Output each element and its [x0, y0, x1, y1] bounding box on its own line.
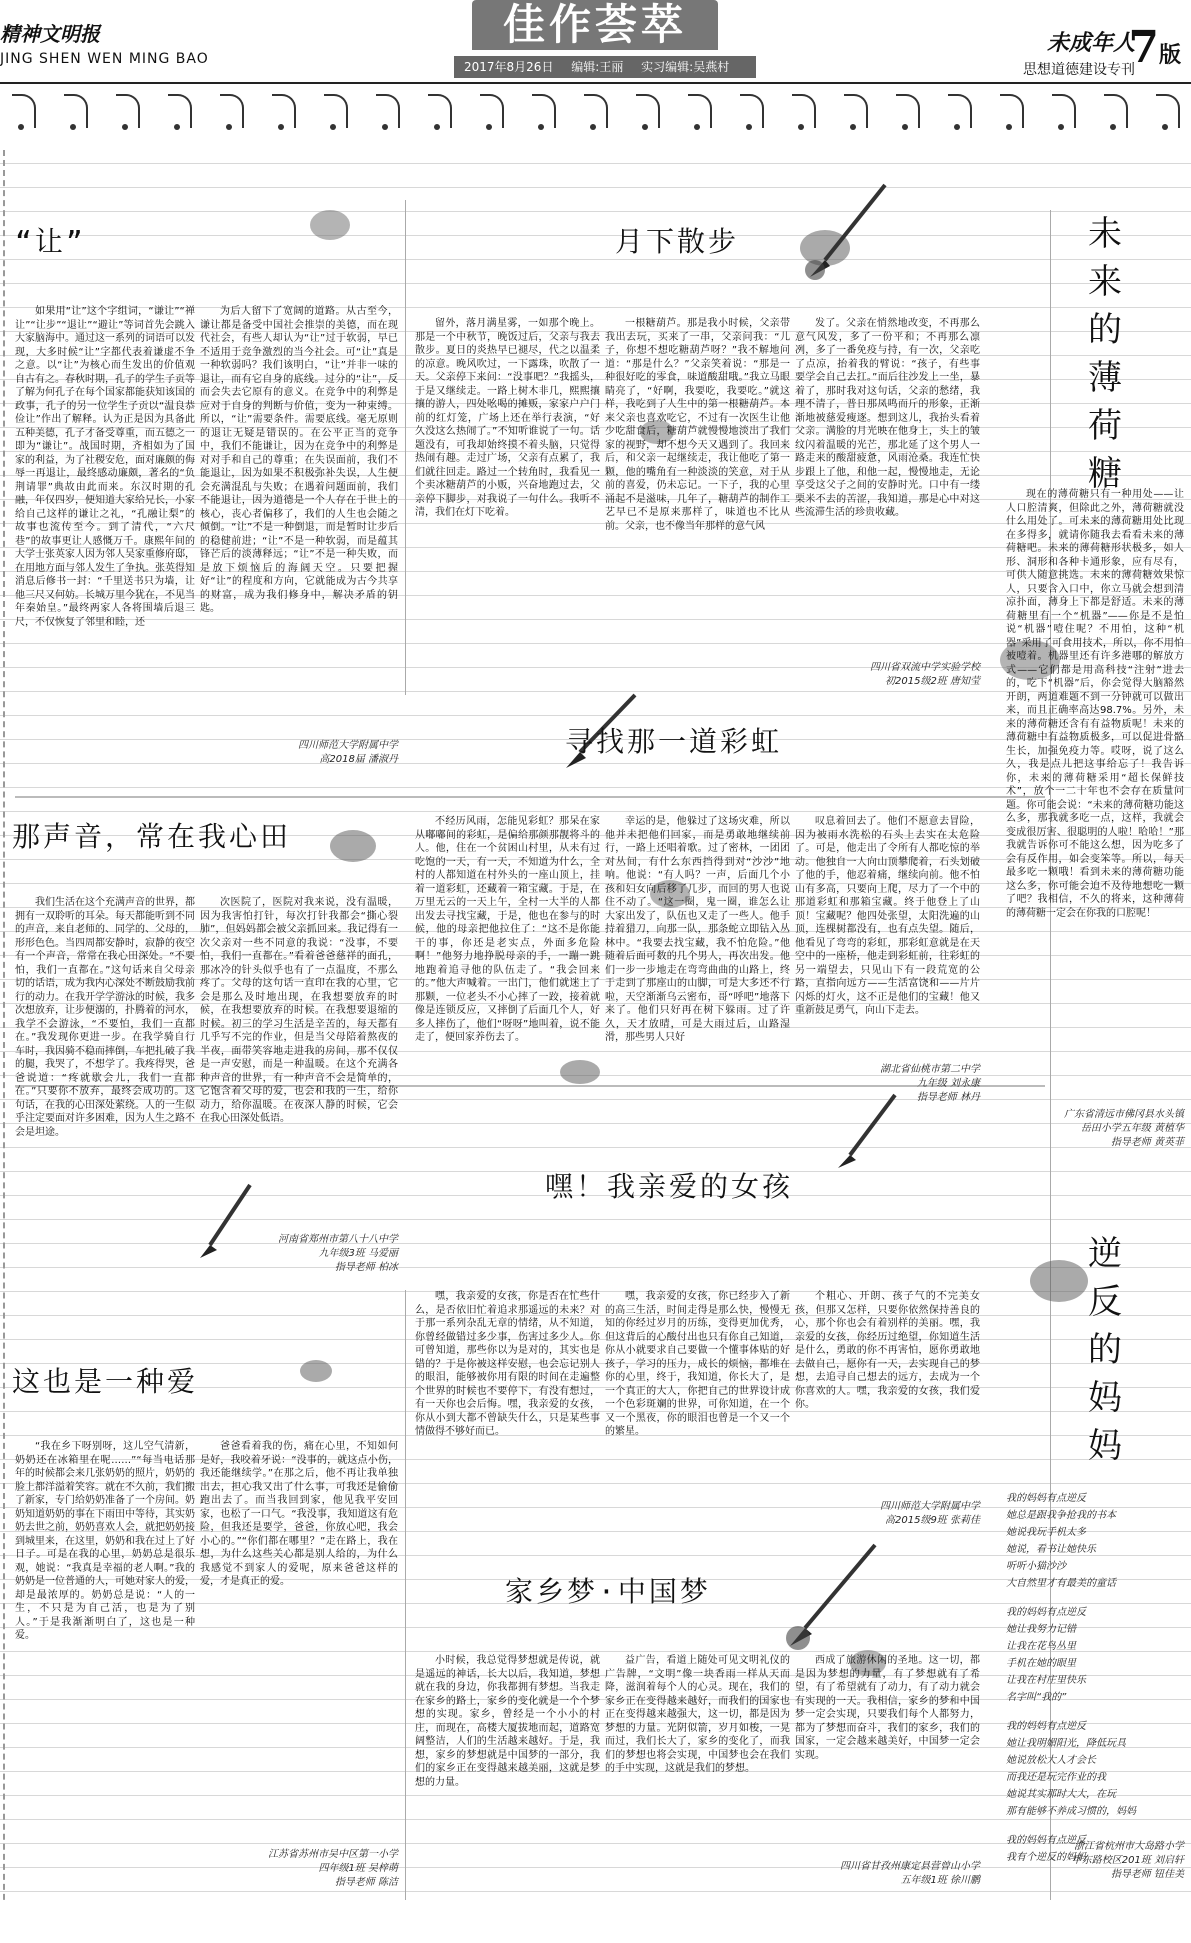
column-divider	[405, 200, 406, 695]
page-number-suffix: 版	[1158, 42, 1181, 68]
supplement-title: 未成年人	[1046, 30, 1135, 56]
binding-ring-icon	[740, 94, 764, 128]
article-title: “让”	[15, 225, 86, 258]
binding-ring-icon	[272, 94, 296, 128]
binding-ring-icon	[896, 94, 920, 128]
poem-line: 我的妈妈有点逆反	[1006, 1721, 1086, 1732]
byline-school: 四川师范大学附属中学	[298, 740, 398, 751]
article-column: 爸爸看着我的伤，痛在心里，不知如何是好，我咬着牙说：“没事的，就这点小伤，我还能继续学。”在那之后，他不再让我单独出去，担心我又出了什么事，可我还是偷偷跑出去了。而当我回到家，他见我平安回家，也松了一口气。“我没事，我知道这有危险，但我还是要学，爸爸，你放心吧，我会小心的。”“你们都在哪里？”走在路上，我在想，为什么这些关心都是别人给的，为什么我感觉不到家人的爱呢，原来爸爸这样的爱，才是真正的爱。	[200, 1441, 398, 1587]
article-byline	[795, 1500, 980, 1528]
article-column: 为后人留下了宽阔的道路。从古至今，谦让都是备受中国社会推崇的美德，而在现代社会，有些人却认为“让”过于软弱，早已不适用于竞争激烈的当今社会。可“让”真是一种软弱吗？我们该明白，“让”并非一味的退让，而有它自身的底线。过分的“让”，反而会失去它原有的意义。在竞争中的利弊是应对于自身的判断与价值，变为一种束缚。所以，“让”需要条件。需要底线。毫无原则的退让无疑是错误的。在公平正当的竞争中，我们不能谦让，因为在竞争中的利弊是对对手和自己的尊重；在失误面前，我们不能退让，因为如果不积极弥补失误，人生便会充满混乱与失败；在遇着问题面前，我们不能退让，因为道德是一个人存在于世上的核心，丧心者偏移了，我们的人生也会随之倾倒。“让”不是一种倒退，而是暂时让步后的稳健前进；“让”不是一种软弱，而是蕴其锋芒后的淡薄释远；“让”不是一种失败，而是放下烦恼后的海阔天空。只要把握好“让”的程度和方向，它就能成为古今共享的财富，成为我们修身中，解决矛盾的钥匙。	[200, 306, 398, 614]
binding-ring-icon	[220, 94, 244, 128]
byline-class: 九年级 刘永康	[916, 1078, 980, 1089]
binding-ring-icon	[480, 94, 504, 128]
binding-ring-icon	[168, 94, 192, 128]
binding-ring-icon	[64, 94, 88, 128]
byline-school: 湖北省仙桃市第二中学	[880, 1064, 980, 1075]
poem-line: 手机在她的眼里	[1006, 1658, 1076, 1669]
binding-ring-icon	[324, 94, 348, 128]
binding-ring-icon	[1000, 94, 1024, 128]
article-column: 我们生活在这个充满声音的世界，都拥有一双聆听的耳朵。每天都能听到不同的声音，来自老师的、同学的、父母的，形形色色。当四周都安静时，寂静的夜空有一个声音，常常在我心田深处。“不要怕，我们一直都在。”这句话来自父母亲切的话语，成为我内心深处不断鼓励我前行的动力。在我开学学游泳的时候，我多次想放弃，让步便溺的，扑腾着的河水，我学不会游泳，“不要怕，我们一直都在。”我发现你更进一步。在我学骑自行车时，我因骑不稳而摔倒，车把扎破了我的腿，我哭了，不想学了。我疼得哭，爸爸说道：“疼就歇会儿，我们一直都在。”只要你不放弃，最终会成功的。这句话，在我的心田深处萦绕。人的一生似乎注定要面对许多困难，因为人生之路不会是坦途。	[15, 897, 195, 1138]
logo-chinese: 精神文明报	[0, 22, 100, 46]
article-title-vertical: 逆反的妈妈	[1088, 1234, 1122, 1466]
article-title: 寻找那一道彩虹	[565, 725, 783, 758]
article-byline	[200, 1233, 398, 1275]
article-column: 次医院了，医院对我来说，没有温暖，因为我害怕打针，每次打针我都会“撕心裂肺”，但妈妈都会被父亲抓回来。我记得有一次父亲对一些不同意的我说：“没事，不要怕，我们一直都在。”看着爸爸慈祥的面孔，那冰冷的针头似乎也有了一点温度，不那么疼了。父母的这句话一直印在我的心里，它会是那么及时地出现，在我想要放弃的时候，在我想要放弃的时候。在我想要退缩的时候。初三的学习生活是辛苦的，每天都有几乎写不完的作业，但是当父母陪着熬夜的半夜，面带笑容地走进我的房间，那不仅仅是一声安慰，而是一种温暖。在这个充满各种声音的世界，有一种声音不会是简单的，它饱含着父母的爱，也会和我的一生，给你动力，给你温暖。在夜深人静的时候，它会在我心田深处低语。	[200, 897, 398, 1124]
article-column: 个粗心、开朗、孩子气的不完美女孩，但那又怎样，只要你依然保持善良的心，那个你也会有着别样的美丽。嘿，我亲爱的女孩，你经历过绝望，你知道生活是什么，勇敢的你不再害怕，愿你勇敢地去做自己，愿你有一天，去实现自己的梦想，去追寻自己想去的远方，去成为一个你喜欢的人。嘿，我亲爱的女孩，我们爱你。	[795, 1291, 980, 1410]
poem-line: 我的妈妈有点逆反	[1006, 1493, 1086, 1504]
byline-school: 江苏省苏州市吴中区第一小学	[268, 1849, 398, 1860]
byline-school: 四川省甘孜州康定县营曾山小学	[840, 1861, 980, 1872]
byline-class: 岳田小学五年级 黄植华	[1080, 1123, 1184, 1134]
article-column: 小时候，我总觉得梦想就是传说，就是遥远的神话，长大以后，我知道，梦想就在我的身边，你我都拥有梦想。当我走在家乡的路上，家乡的变化就是一个个梦想的实现。家乡，曾经是一个小小的村庄，而现在，高楼大厦拔地而起，道路宽阔整洁，人们的生活越来越好。于是，我想，家乡的梦想就是中国梦的一部分，我们的家乡正在变得越来越美丽，这就是梦想的力量。	[415, 1655, 600, 1788]
binding-ring-icon	[428, 94, 452, 128]
article-column: 发了。父亲在悄然地改变，不再那么意气风发，多了一份平和；不再那么凛冽，多了一番免疫与持，有一次，父亲吃了点凉，抬着我的臂说：“孩子，有些事要学会自己去扛。”而后往沙发上一坐，暴着了，那时我对这句话，父亲的愁绪，我理不清了，普日那凤鸣而斤的形象，正渐渐地被慈爱瘦逐。想到这儿，我抬头看着父亲。满脸的月光映在他身上，头上的皱纹闪着温暖的光芒，那北延了这个男人一路走来的酸甜疲惫，风雨沧桑。我连忙快步跟上了他，和他一起，慢慢地走，无论享受这父子之间的安静时光。口中有一缕栗米不去的苦涩，我知道，那是心中对这些流滞生活的珍贵收藏。	[795, 318, 980, 518]
binding-ring-icon	[532, 94, 556, 128]
article-column: 不经历风雨，怎能见彩虹？那呆在家从嘟嘟间的彩虹，是偏给那颜那靓将斗的人。他，住在一个贫困山村里，从未有过吃饱的一天，有一天，不知道为什么，全村的人都知道在村外头的一座山顶上，挂着一道彩虹，还藏着一箱宝藏。于是，在万里无云的一天上午，全村一大半的人都出发去寻找宝藏，于是，他也在参与的时候，他的母亲把他拉住了：“这不是你能干的事，你还是老实点，外面多危险啊！”他努力地挣脱母亲的手，一蹦一跳地跑着追寻他的队伍走了。“我会回来的。”他大声喊着。一出门，他们就迷上了那颗，一位老头不小心摔了一跤，接着就像是连锁反应，又摔倒了后面几个人，好多人摔伤了，他们“呀呀”地叫着，说不能走了，便回家养伤去了。	[415, 816, 600, 1043]
poem-line: 而我还是玩完作业的我	[1006, 1772, 1106, 1783]
byline-school: 浙江省杭州市大岛路小学	[1074, 1841, 1184, 1852]
poem-line: 她让我明媚阳光，降低玩具	[1006, 1738, 1126, 1749]
byline-author: 高2018届 潘淑丹	[319, 754, 398, 765]
ink-splash	[310, 210, 350, 240]
article-column: 嘿，我亲爱的女孩，你是否在忙些什么，是否依旧忙着追求那遥远的未来？对于那一系列杂乱无章的情绪，从不知道，你曾经做错过多少事，伤害过多少人。你可曾知道，那些你以为是对的，其实也是错的？于是你被这样安慰，也会忘记别人的眼泪，能够被你用有限的时间在走遍整个世界的时候也不要停下，有没有想过，有一天你也会后悔。嘿，我亲爱的女孩，你从小到大都不曾缺失什么，只是某些事情做得不够好而已。	[415, 1291, 600, 1437]
page-number-digit: 7	[1128, 22, 1159, 73]
brush-pen-icon	[780, 1540, 880, 1650]
byline-teacher: 指导老师 黄英菲	[1110, 1137, 1184, 1148]
stanza-gap	[1006, 1592, 1184, 1604]
binding-ring-icon	[1052, 94, 1076, 128]
byline-teacher: 指导老师 柏冰	[334, 1262, 398, 1273]
poem-line: 她说我玩手机太多	[1006, 1527, 1086, 1538]
byline-author: 初2015级2班 唐知莹	[885, 676, 980, 687]
poem-line: 她让我努力记错	[1006, 1624, 1076, 1635]
poem-line: 让我在村庄里快乐	[1006, 1675, 1086, 1686]
byline-class: 九年级3班 马爱丽	[318, 1248, 398, 1259]
binding-ring-icon	[688, 94, 712, 128]
byline-class: 甲东路校区201班 刘启轩	[1071, 1855, 1184, 1866]
article-column: 如果用“让”这个字组词，“谦让”“禅让”“让步”“退让”“避让”等词首先会跳入大家脑海中。通过这一系列的词语可以发现，大多时候“让”字都代表着谦虚不争之意。以“让”为核心而生发出的价值观自古有之。春秋时期，孔子的学生子贡等了解为何孔子在每个国家都能获知该国的政事，孔子的另一位学生子贡以“温良恭俭让”作出了解释。认为正是因为具备此五种美德，孔子才备受尊重，而五德之一即为“谦让”。战国时期，齐相如为了国家的利益，为了社稷安危，面对廉颇的侮辱一再退让，最终感动廉颇，著名的“负荆请罪”典故由此而来。东汉时期的孔融，年仅四岁，便知道大家给兄长，小家给自己这样的谦让之礼，“孔融让梨”的故事也流传至今。到了清代，“六尺巷”的故事更让人感慨万千。康熙年间的大学士张英家人因为邻人吴家重修府邸，在用地方面与邻人发生了争执。张英得知消息后修书一封：“千里送书只为墙，让他三尺又何妨。长城万里今犹在，不见当年秦始皇。”最终两家人各将围墙后退三尺，不仅恢复了邻里和睦，还	[15, 306, 195, 628]
binding-ring-icon	[1156, 94, 1180, 128]
article-byline	[795, 661, 980, 689]
poem-line: 那有能够不养成习惯的，妈妈	[1006, 1806, 1136, 1817]
article-column: 西成了旅游休闲的圣地。这一切，都是因为梦想的力量，有了梦想就有了希望，有了希望就有了动力，有了动力就会有实现的一天。我相信，家乡的梦和中国梦一定会实现，只要我们每个人都努力，都为了梦想而奋斗，我们的家乡，我们的国家，一定会越来越美好，中国梦一定会实现。	[795, 1655, 980, 1761]
stanza-gap	[1006, 1706, 1184, 1718]
article-column: 现在的薄荷糖只有一种用处——让人口腔清爽，但除此之外，薄荷糖就没什么用处了。可未来的薄荷糖用处比现在多得多，就请你随我去看看未来的薄荷糖吧。未来的薄荷糖形状极多，如人形、洞形和各种卡通形象，应有尽有，可供人随意挑选。未来的薄荷糖效果惊人，只要含入口中，你立马就会想到清凉扑面，薄身上下都是舒适。未来的薄荷糖里有一个“机器”——你是不是怕说“机器”噎住呢？不用怕，这种“机器”采用了可食用技术，所以，你不用怕被噎着。机器里还有许多港哪的解放方式——它们都是用高科技“注射”进去的，吃下“机器”后，你会觉得大脑豁然开朗，两道难题不到一分钟就可以做出来，而且正确率高达98.7%。另外，未来的薄荷糖还含有有益物质呢！未来的薄荷糖中有益物质极多，可以促进骨骼生长，加强免疫力等。哎呀，说了这么久，我是点儿把这事给忘了！我告诉你，未来的薄荷糖采用“超长保鲜技术”，放个一二十年也不会存在质量问题。你可能会说：“未来的薄荷糖功能这么多，那我就多吃一点，这样，我就会变成很厉害、很聪明的人啦！哈哈！”那我就告诉你可不能这么想，因为吃多了会有反作用，如会变笨等。所以，每天最多吃一颗哦！看到未来的薄荷糖功能这么多，你可能会迫不及待地想吃一颗了吧？我相信，不久的将来，这种薄荷的薄荷糖一定会在你我的口腔呢！	[1006, 489, 1184, 919]
article-byline	[795, 1063, 980, 1105]
editor-credit: 编辑:王丽	[571, 60, 624, 74]
issue-date: 2017年8月26日	[464, 60, 554, 74]
poem-line: 她说其实那时大大，在玩	[1006, 1789, 1116, 1800]
byline-class: 四年级1班 吴梓萌	[318, 1863, 398, 1874]
newspaper-logo	[0, 18, 215, 67]
supplement-subtitle: 思想道德建设专刊	[1023, 62, 1135, 78]
byline-teacher: 指导老师 钮佳美	[1110, 1869, 1184, 1880]
article-byline	[200, 1848, 398, 1890]
poem-line: 我的妈妈有点逆反	[1006, 1607, 1086, 1618]
poem-line: 大自然里才有最美的童话	[1006, 1578, 1116, 1589]
ink-splash	[1030, 1260, 1088, 1302]
intern-credit: 实习编辑:吴燕村	[641, 60, 730, 74]
article-title: 嘿！我亲爱的女孩	[545, 1170, 794, 1203]
byline-school: 四川师范大学附属中学	[880, 1501, 980, 1512]
article-title: 这也是一种爱	[12, 1365, 199, 1398]
article-column: “我在乡下呀别呀，这儿空气清新，奶奶还在冰箱里在呢……”“每当电话那年的时候都会来几张奶奶的照片，奶奶的脸上都洋溢着笑容。就在不久前，我们搬了新家，专门给奶奶准备了一个房间。奶奶知道奶奶的事在下雨田中等待，其实奶奶去世之前，奶奶喜欢人会，就把奶奶接到城里来，在这里，奶奶和我在过上了好日子。可是在我的心里，奶奶总是很乐观，她说：“我真是幸福的老人啊。”我的奶奶是一位普通的人，可她对家人的爱，却是最浓厚的。奶奶总是说：“人的一生，不只是为自己活，也是为了别人。”于是我渐渐明白了，这也是一种爱。	[15, 1441, 195, 1641]
byline-teacher: 指导老师 林丹	[916, 1092, 980, 1103]
issue-meta	[454, 56, 756, 78]
article-column: 嘿，我亲爱的女孩，你已经步入了新的高三生活，时间走得是那么快，慢慢无知的你经过岁月的历练，变得更加优秀，但这背后的心酸付出也只有你自己知道，你从小就要求自己要做一个懂事体贴的好孩子，学习的压力，成长的烦恼，都堆在你的心里，终于，我知道，你长大了，是一个真正的大人，你把自己的世界设计成一个色彩斑斓的世界，可你知道，在一个又一个黑夜，你的眼泪也曾是一个又一个的繁星。	[605, 1291, 790, 1437]
logo-pinyin: JING SHEN WEN MING BAO	[0, 51, 209, 67]
article-title: 月下散步	[615, 225, 740, 258]
binding-ring-icon	[792, 94, 816, 128]
poem-line: 我有个逆反的妈妈	[1006, 1852, 1086, 1863]
binding-ring-icon	[948, 94, 972, 128]
footer-edge	[0, 1900, 1191, 1943]
article-title: 那声音，常在我心田	[12, 820, 292, 853]
article-column: 叹息着回去了。他们不愿意去冒险，因为被雨水洗松的石头上去实在太危险了。可是，他走出了令所有人都吃惊的举动。他独自一人向山顶攀爬着，石头划破了他的手，他忍着痛，继续向前。他不怕山有多高，只要向上爬，尽力了一个中的那道彩虹和那箱宝藏。终于他登上了山顶！宝藏呢？他四处张望，太阳洗遍的山顶，连棵树都没有，也有点失望。随后，他看见了弯弯的彩虹，那彩虹意就是在天空中的一座桥，他走到彩虹前，往彩虹的另一端望去，只见山下有一段荒宽的公路，直指向远方——生活富饶和——片片闪烁的灯火，这不正是他们的宝藏！他又重新鼓足勇气，向山下走去。	[795, 816, 980, 1016]
brush-pen-icon	[800, 180, 890, 280]
column-divider	[405, 1290, 406, 1900]
margin-dash-line	[3, 150, 5, 1940]
poem-line: 名字叫“我的”	[1006, 1692, 1067, 1703]
poem-line: 让我在花鸟丛里	[1006, 1641, 1076, 1652]
binding-ring-icon	[584, 94, 608, 128]
article-byline	[1006, 1840, 1184, 1882]
ink-splash	[300, 1360, 332, 1382]
article-title-vertical: 未来的薄荷糖	[1088, 214, 1122, 494]
poem-line: 我的妈妈有点逆反	[1006, 1835, 1086, 1846]
ink-splash	[330, 830, 376, 862]
article-column: 幸运的是，他躲过了这场灾难，所以他并未把他们回家，而是勇敢地继续前行，一路上还唱着歌。过了密林，一团团对丛间，有什么东西挡得到对“沙沙”地响。他说：“有人吗？一声，后面几个小孩和妇女向后移了几步，而回的男人也说住不动了。“这一圈，鬼一圈，谁怎么让大家出发了，队伍也又走了一些人。他手持着猎刀，向那一队，那条蛇立即钻入丛林中。“我要去找宝藏，我不怕危险。”他随着后面可数的几个男人，再次出发。他们一步一步地走在弯弯曲曲的山路上，终于走到了那座山的山脚，可是大多还不行啦，天空渐渐乌云密布，哥“呼吧”地落下来了。他们只好再在树下躲雨。过了许久，天才放晴，可是大雨过后，山路湿滑，那些男人只好	[605, 816, 790, 1043]
spiral-binding	[0, 84, 1191, 140]
article-column: 一根糖葫芦。那是我小时候，父亲带我出去玩，买来了一串，父亲问我：“儿子，你想不想吃糖葫芦呀？”我不解地问道：“那是什么？”父亲笑着说：“那是一种很好吃的零食，味道酸甜哦。”我立马眼睛亮了，“好啊，我要吃，我要吃。”就这样，我吃到了人生中的第一根糖葫芦。本来父亲也喜欢吃它，不过有一次医生让他少吃甜食后，糖葫芦就慢慢地淡出了我们家的视野，却不想今天又遇到了。我回来后，和父亲一起继续走，我让他吃了第一颗，他的嘴角有一种淡淡的笑意，对于从前的喜爱，仍未忘记。一下子，我的心里涌起不是滋味，几年了，糖葫芦的制作工艺早已不是原来那样了，味道也不比从前。父亲，也不像当年那样的意气风	[605, 318, 790, 532]
article-byline	[1006, 1108, 1184, 1150]
byline-class: 五年级1班 徐川鹏	[900, 1875, 980, 1886]
section-divider	[15, 796, 1045, 798]
stanza-gap	[1006, 1820, 1184, 1832]
masthead	[0, 0, 1191, 84]
poem-line: 她说放松大人才会长	[1006, 1755, 1096, 1766]
binding-ring-icon	[116, 94, 140, 128]
article-byline	[795, 1860, 980, 1888]
page-number	[1128, 22, 1181, 73]
poem-line: 她说，看书让她快乐	[1006, 1544, 1096, 1555]
byline-school: 四川省双流中学实验学校	[870, 662, 980, 673]
section-title: 佳作荟萃	[472, 0, 718, 50]
binding-ring-icon	[12, 94, 36, 128]
binding-ring-icon	[844, 94, 868, 128]
article-column: 益广告，看道上随处可见文明礼仪的广告牌，“文明”像一块香雨一样从天而降，滋润着每个人的心灵。现在，我们的家乡正在变得越来越好，而我们的国家也正在变得越来越强大，这一切，都是因为梦想的力量。光阴似箭，岁月如梭，一晃而过，我们长大了，家乡的变化了，而我们的梦想也将会实现，中国梦也会在我们的手中实现，这就是我们的梦想。	[605, 1655, 790, 1774]
article-column: 留外，落月满星雾，一如那个晚上。那是一个中秋节，晚饭过后，父亲与我去散步。夏日的炎热早已褪尽，代之以温柔的凉意。晚风吹过，一下露珠，吹散了一天。父亲停下来问：“没事吧？”我摇头，于是又继续走。一路上树木非几，熙熙攘攘的游人，四处吆喝的摊贩，家家户户门前的红灯笼，广场上还在举行表演，“好久没这么热闹了。”不知听谁说了一句。话题没有，可我却始终摸不着头脑，只觉得热闹有趣。走过广场，父亲有点累了，我们就往回走。路过一个转角时，我看见一个卖冰糖葫芦的小贩，兴奋地跑过去，父亲停下脚步，对我说了一句什么。我听不清，我们在灯下吃着。	[415, 318, 600, 518]
binding-ring-icon	[376, 94, 400, 128]
byline-school: 河南省郑州市第八十八中学	[278, 1234, 398, 1245]
byline-school: 广东省清远市佛冈县水头镇	[1064, 1109, 1184, 1120]
article-byline	[200, 739, 398, 767]
supplement-title-block	[1000, 26, 1135, 79]
binding-ring-icon	[1104, 94, 1128, 128]
poem-line: 听听小猫沙沙	[1006, 1561, 1066, 1572]
byline-teacher: 指导老师 陈洁	[334, 1877, 398, 1888]
article-title: 家乡梦·中国梦	[505, 1575, 711, 1608]
poem-line: 她总是跟我争抢我的书本	[1006, 1510, 1116, 1521]
binding-ring-icon	[636, 94, 660, 128]
byline-author: 高2015级9班 张莉佳	[885, 1515, 980, 1526]
